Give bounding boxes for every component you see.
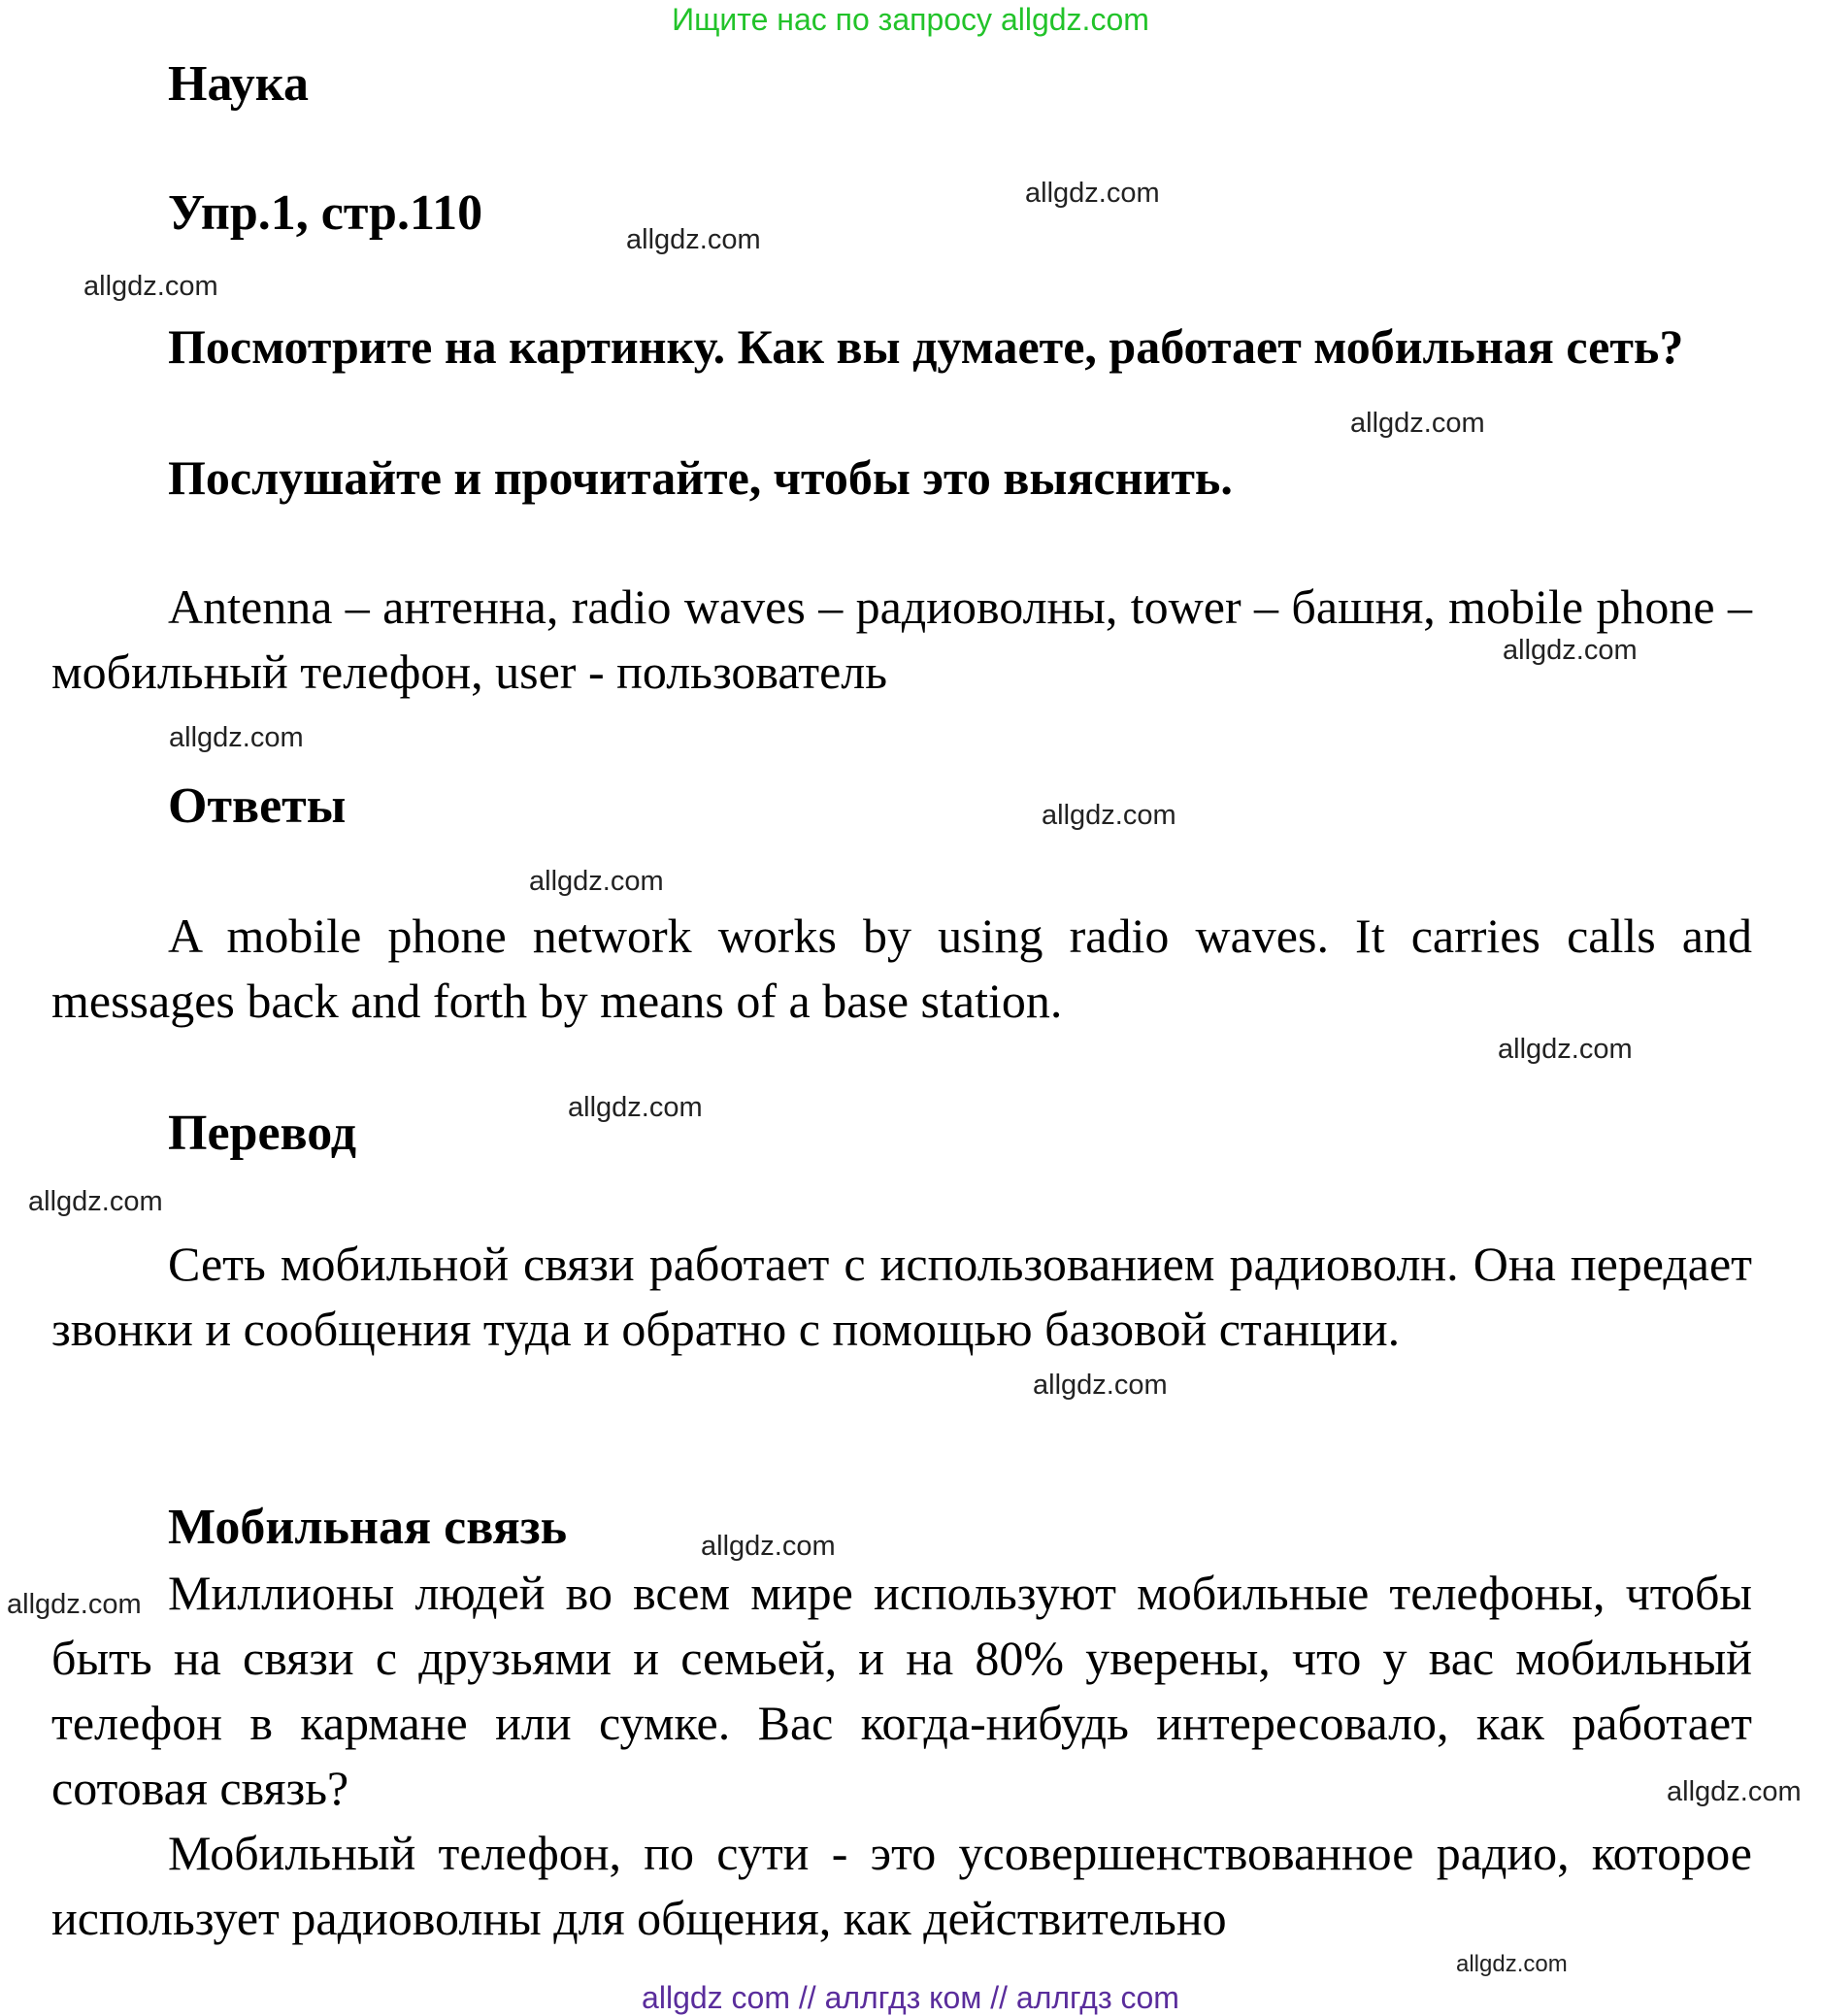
translation-text: Сеть мобильной связи работает с использованием радиоволн. Она передает звонки и сообщения туда и обратно с помощью базовой станции. [51, 1237, 1752, 1356]
watermark: allgdz.com [701, 1531, 836, 1562]
task-instruction: Послушайте и прочитайте, чтобы это выяснить. [168, 450, 1233, 505]
article-heading: Мобильная связь [168, 1500, 568, 1555]
watermark: allgdz.com [1350, 408, 1485, 439]
vocabulary-text: Antenna – антенна, radio waves – радиоволны, tower – башня, mobile phone – мобильный телефон, user - пользователь [51, 579, 1752, 699]
watermark: allgdz.com [169, 722, 304, 753]
watermark: allgdz.com [529, 866, 664, 897]
watermark: allgdz.com [1498, 1034, 1633, 1065]
article-paragraph: Миллионы людей во всем мире используют мобильные телефоны, чтобы быть на связи с друзьями и семьей, и на 80% уверены, что у вас мобильный телефон в кармане или сумке. Вас когда-нибудь интересовало, как работает сотовая связь? [51, 1566, 1752, 1815]
watermark: allgdz.com [83, 271, 218, 302]
watermark: allgdz.com [1033, 1370, 1168, 1401]
translation-heading: Перевод [168, 1106, 357, 1161]
exercise-title: Упр.1, стр.110 [168, 185, 483, 241]
search-hint-banner: Ищите нас по запросу allgdz.com [672, 2, 1149, 37]
watermark: allgdz.com [7, 1589, 142, 1620]
watermark: allgdz.com [1025, 178, 1160, 209]
watermark: allgdz.com [1503, 635, 1638, 666]
subject-title: Наука [168, 56, 309, 112]
answer-text: A mobile phone network works by using radio waves. It carries calls and messages back and forth by means of a base station. [51, 909, 1752, 1028]
task-question: Посмотрите на картинку. Как вы думаете, работает мобильная сеть? [168, 319, 1684, 374]
watermark: allgdz.com [1667, 1776, 1802, 1807]
article-paragraph: Мобильный телефон, по сути - это усовершенствованное радио, которое использует радиоволны для общения, как действительно [51, 1826, 1752, 1945]
answers-heading: Ответы [168, 778, 347, 834]
watermark: allgdz.com [1456, 1951, 1568, 1977]
footer-watermark: allgdz com // аллгдз ком // аллгдз com [642, 1980, 1179, 2015]
watermark: allgdz.com [568, 1092, 703, 1123]
watermark: allgdz.com [28, 1186, 163, 1217]
watermark: allgdz.com [1042, 800, 1176, 831]
watermark: allgdz.com [626, 224, 761, 255]
article-body [51, 1561, 1752, 1951]
